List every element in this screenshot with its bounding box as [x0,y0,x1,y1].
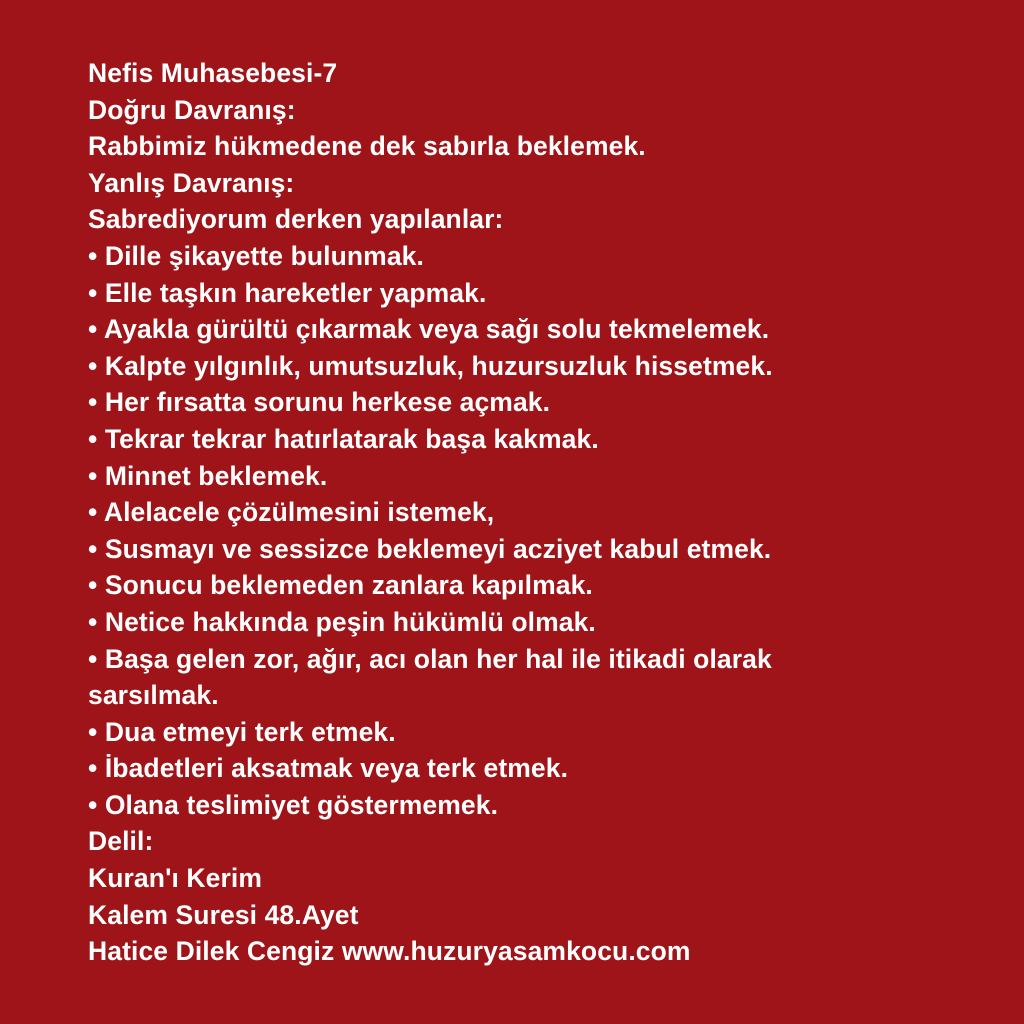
list-item: • Kalpte yılgınlık, umutsuzluk, huzursuzluk hissetmek. [88,350,773,381]
list-item: • Her fırsatta sorunu herkese açmak. [88,387,551,418]
list-item: • Dua etmeyi terk etmek. [88,716,396,747]
evidence-source: Kuran'ı Kerim [88,863,263,894]
author-signature: Hatice Dilek Cengiz www.huzuryasamkocu.com [88,936,691,967]
wrong-behavior-intro: Sabrediyorum derken yapılanlar: [88,204,504,235]
evidence-verse: Kalem Suresi 48.Ayet [88,899,359,930]
correct-behavior-heading: Doğru Davranış: [88,94,296,125]
list-item: • Netice hakkında peşin hükümlü olmak. [88,606,596,637]
wrong-behavior-list [88,238,964,824]
list-item: • Tekrar tekrar hatırlatarak başa kakmak. [88,423,599,454]
correct-behavior-text: Rabbimiz hükmedene dek sabırla beklemek. [88,131,646,162]
wrong-behavior-heading: Yanlış Davranış: [88,167,295,198]
list-item: • Başa gelen zor, ağır, acı olan her hal ile itikadi olarak sarsılmak. [88,643,772,711]
post-title: Nefis Muhasebesi-7 [88,58,338,88]
list-item: • Susmayı ve sessizce beklemeyi acziyet kabul etmek. [88,533,772,564]
evidence-heading: Delil: [88,826,154,857]
list-item: • Minnet beklemek. [88,460,328,491]
list-item: • İbadetleri aksatmak veya terk etmek. [88,753,569,784]
list-item: • Olana teslimiyet göstermemek. [88,789,499,820]
list-item: • Dille şikayette bulunmak. [88,240,424,271]
list-item: • Alelacele çözülmesini istemek, [88,497,495,528]
list-item: • Ayakla gürültü çıkarmak veya sağı solu tekmelemek. [88,314,770,345]
list-item: • Elle taşkın hareketler yapmak. [88,277,487,308]
list-item: • Sonucu beklemeden zanlara kapılmak. [88,570,593,601]
